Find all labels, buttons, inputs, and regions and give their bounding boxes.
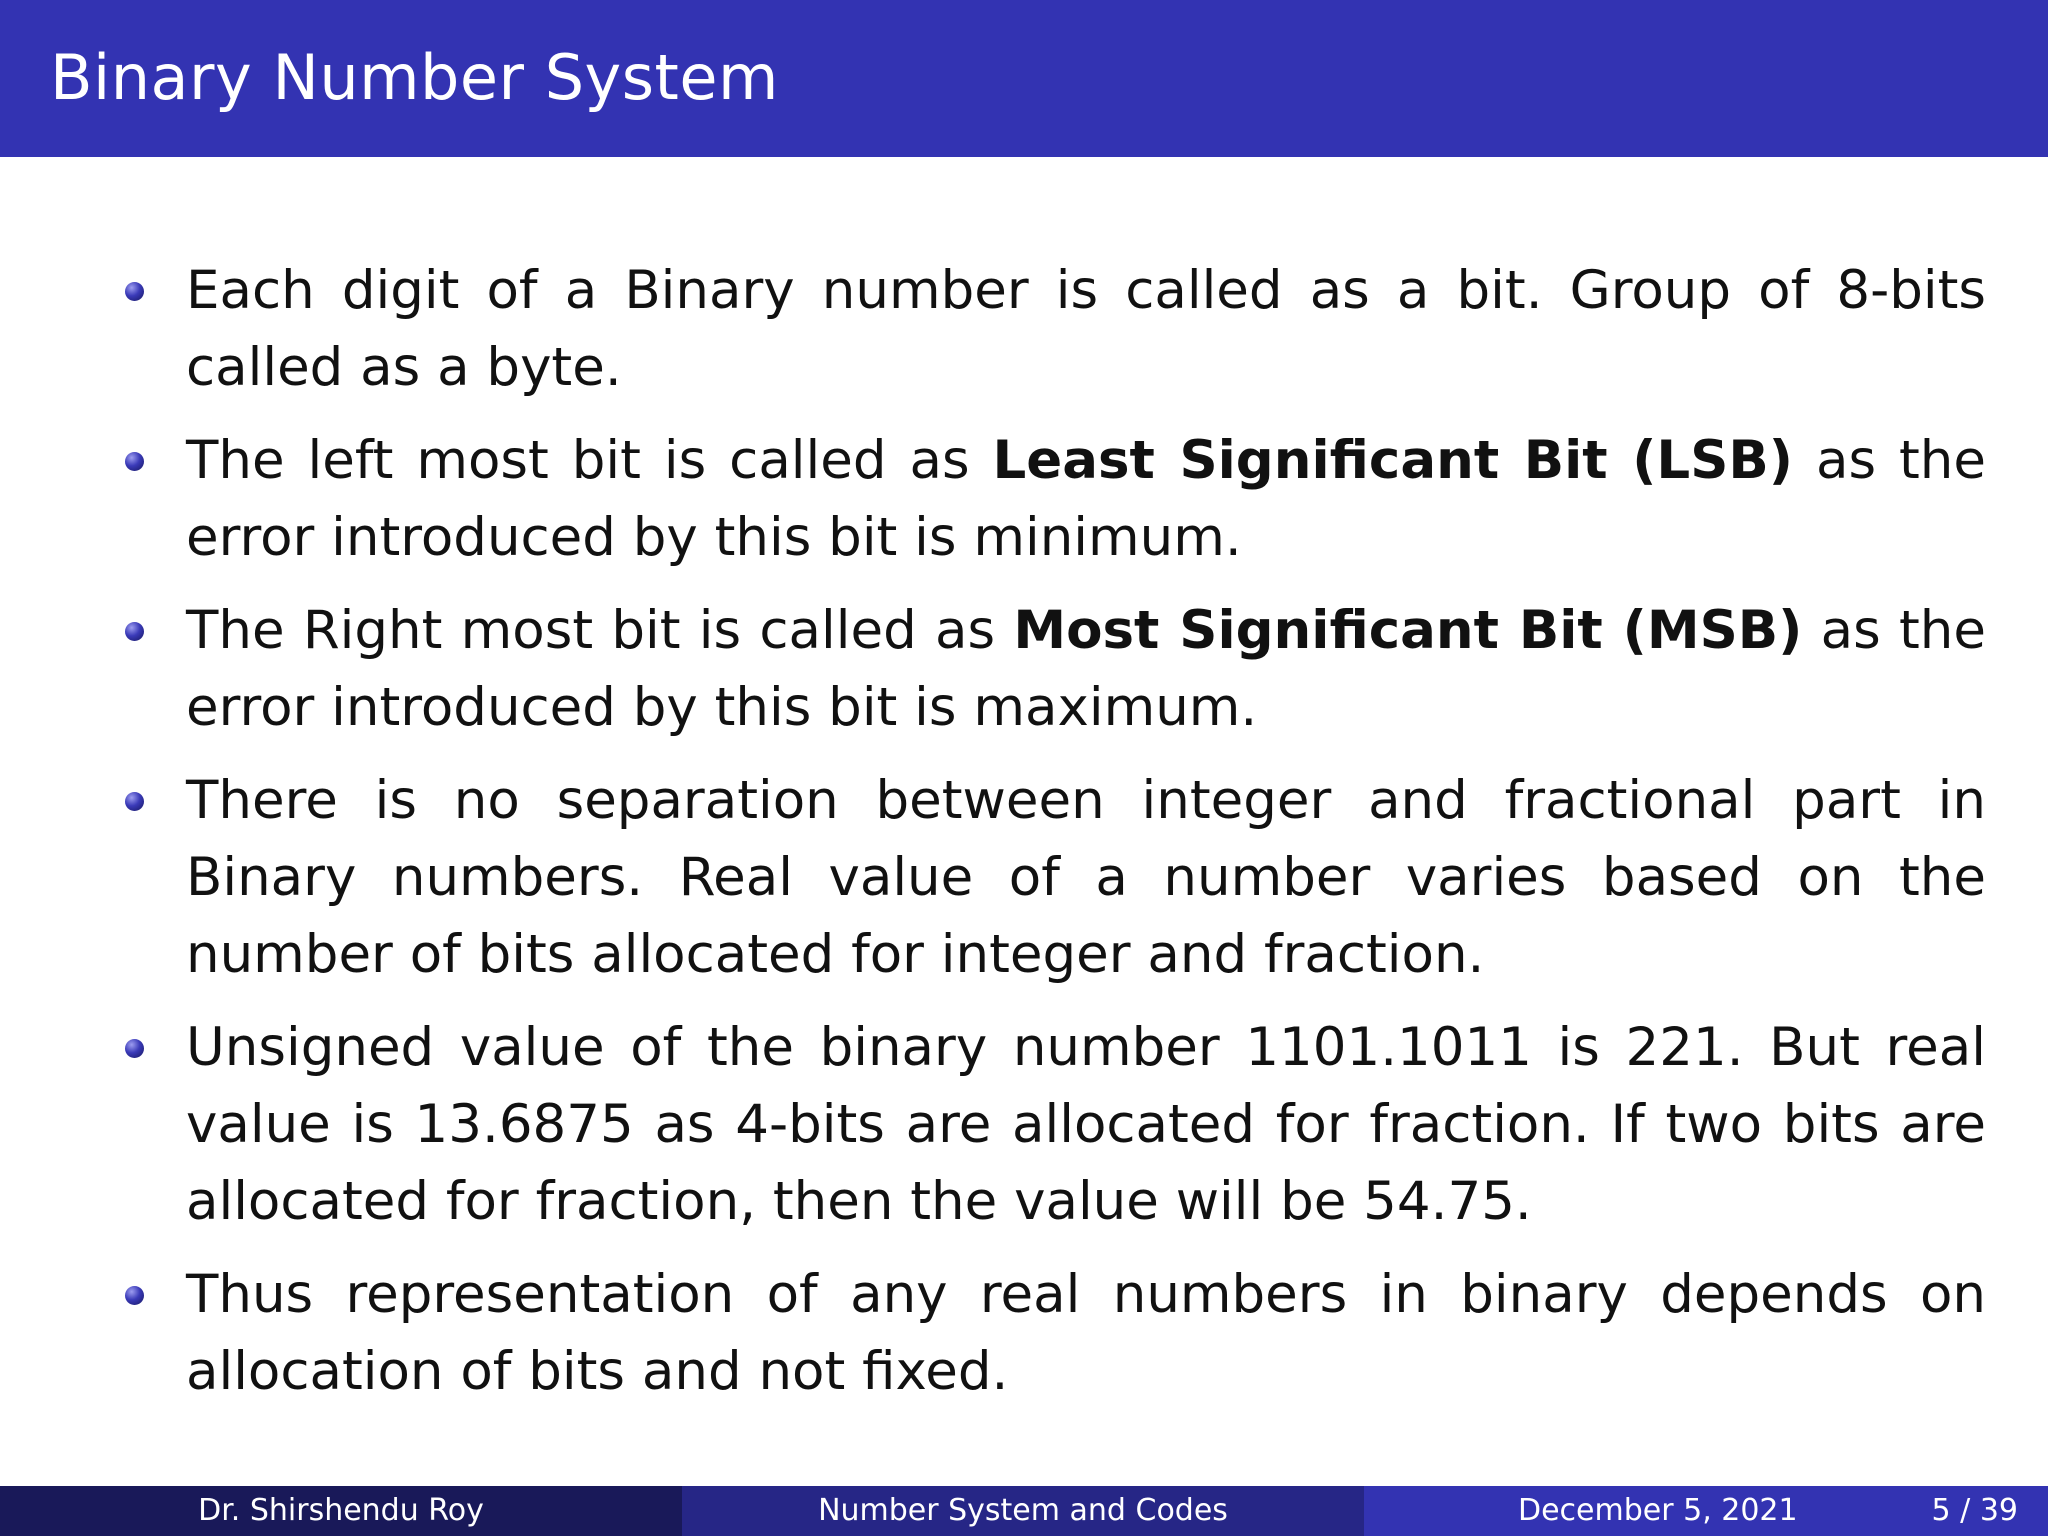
bullet-text: The left most bit is called as bbox=[186, 430, 993, 491]
bullet-dot-icon bbox=[125, 452, 144, 471]
bullet-dot-icon bbox=[125, 1039, 144, 1058]
bullet-text: as the error introduced by this bit is maximum. bbox=[186, 600, 1986, 738]
bullet-dot-icon bbox=[125, 792, 144, 811]
slide-title: Binary Number System bbox=[50, 41, 779, 114]
bullet-dot-icon bbox=[125, 1286, 144, 1305]
bullet-dot-icon bbox=[125, 282, 144, 301]
bullet-bold-term: Least Significant Bit (LSB) bbox=[992, 430, 1793, 491]
bullet-dot-icon bbox=[125, 622, 144, 641]
bullet-text: Unsigned value of the binary number 1101.1011 is 221. But real value is 13.6875 as 4-bits are allocated for fraction. If two bits are allocated for fraction, then the value will be 54.75. bbox=[186, 1017, 1986, 1232]
footer-bar bbox=[0, 1486, 2048, 1536]
bullet-list bbox=[186, 252, 1986, 1426]
bullet-text: The Right most bit is called as bbox=[186, 600, 1014, 661]
footer-author: Dr. Shirshendu Roy bbox=[0, 1486, 682, 1536]
bullet-item bbox=[186, 762, 1986, 993]
title-bar bbox=[0, 0, 2048, 157]
bullet-text: as the error introduced by this bit is minimum. bbox=[186, 430, 1987, 568]
bullet-item bbox=[186, 1256, 1986, 1410]
bullet-item bbox=[186, 592, 1986, 746]
bullet-bold-term: Most Significant Bit (MSB) bbox=[1013, 600, 1803, 661]
bullet-text: Thus representation of any real numbers in binary depends on allocation of bits and not fixed. bbox=[186, 1264, 1986, 1402]
bullet-text: There is no separation between integer and fractional part in Binary numbers. Real value of a number varies based on the number of bits allocated for integer and fraction. bbox=[186, 770, 1986, 985]
footer-date: December 5, 2021 bbox=[1518, 1493, 1798, 1528]
footer-right-section bbox=[1364, 1486, 2048, 1536]
bullet-item bbox=[186, 1009, 1986, 1240]
bullet-item bbox=[186, 422, 1986, 576]
footer-presentation-title: Number System and Codes bbox=[682, 1486, 1364, 1536]
bullet-text: Each digit of a Binary number is called as a bit. Group of 8-bits called as a byte. bbox=[186, 260, 1986, 398]
bullet-item bbox=[186, 252, 1986, 406]
footer-page-number: 5 / 39 bbox=[1931, 1493, 2018, 1528]
